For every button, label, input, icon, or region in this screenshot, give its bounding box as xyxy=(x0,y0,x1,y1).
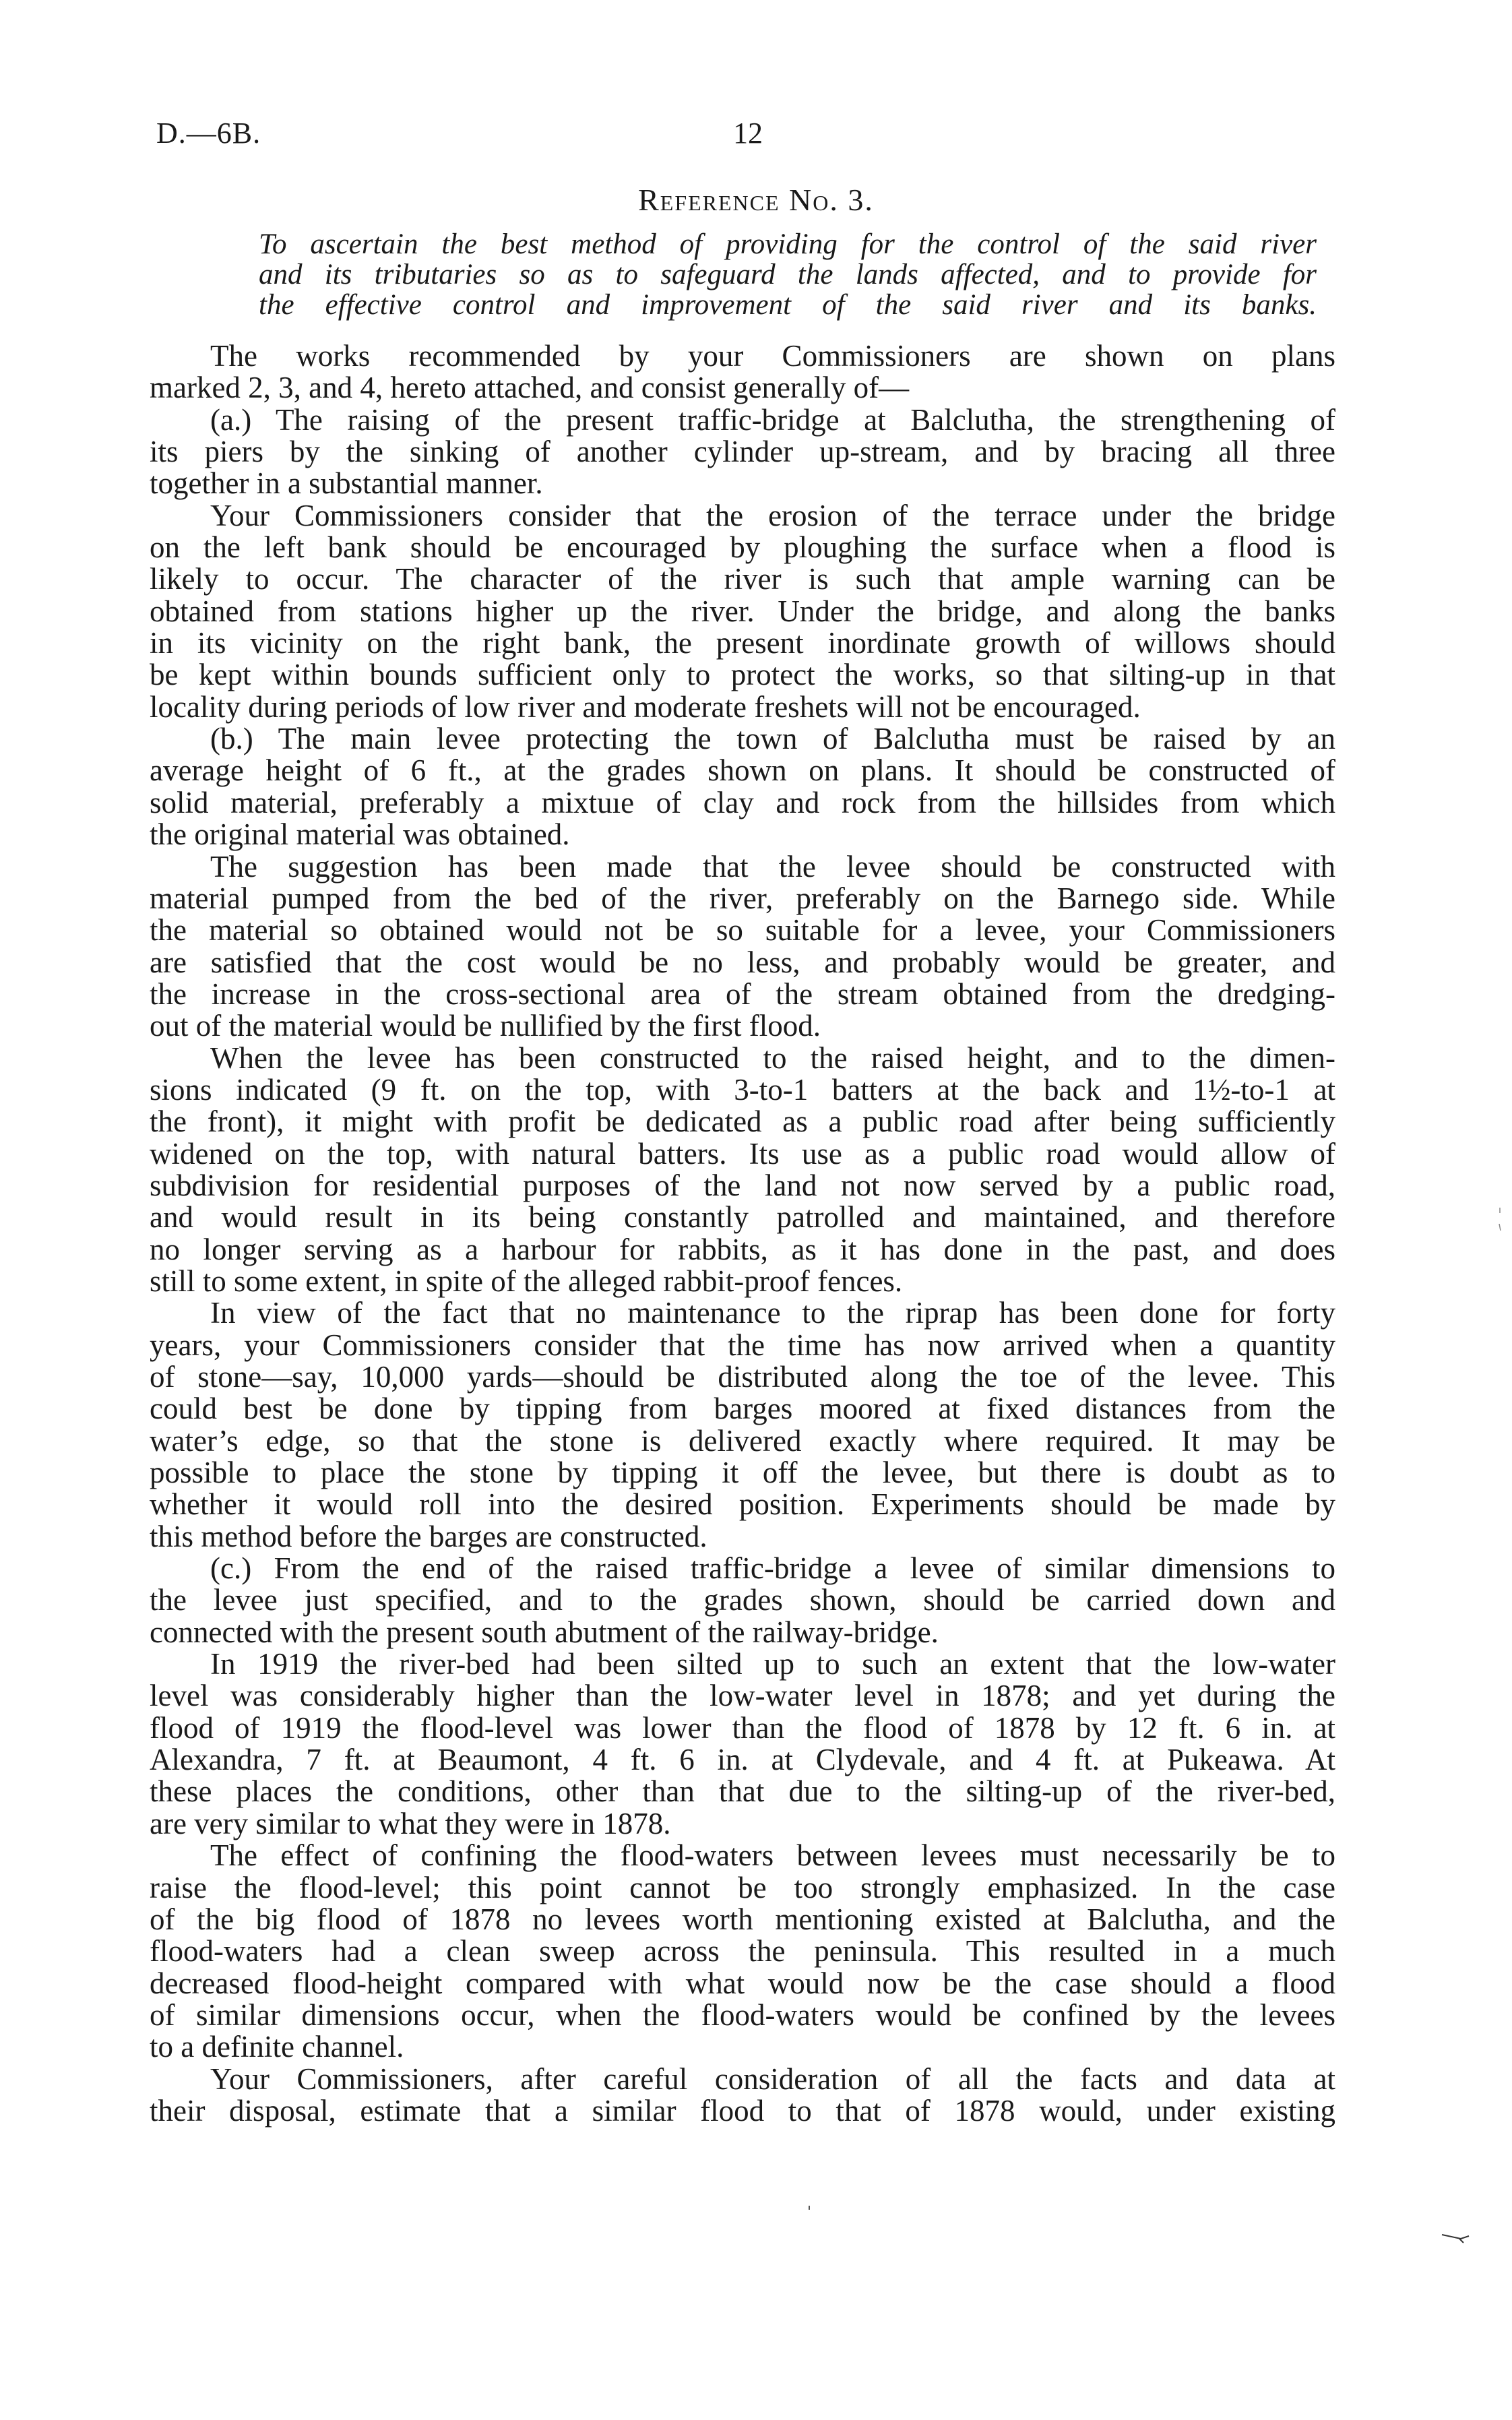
paragraph-line: The effect of confining the flood-waters between levees must necessarily be to xyxy=(210,1838,1335,1873)
page-speck-mark xyxy=(807,2205,811,2210)
paragraph-line: out of the material would be nullified by the first flood. xyxy=(150,1009,821,1043)
body-paragraph xyxy=(150,404,1335,500)
paragraph-line: of stone—say, 10,000 yards—should be distributed along the toe of the levee. This xyxy=(150,1360,1335,1394)
paragraph-line: flood-waters had a clean sweep across the peninsula. This resulted in a much xyxy=(150,1934,1335,1968)
paragraph-line: their disposal, estimate that a similar flood to that of 1878 would, under existing xyxy=(150,2093,1335,2128)
paragraph-line: (a.) The raising of the present traffic-bridge at Balclutha, the strengthening of xyxy=(210,402,1335,437)
body-paragraph xyxy=(150,723,1335,850)
paragraph-line: and would result in its being constantly patrolled and maintained, and therefore xyxy=(150,1200,1335,1235)
terms-line: the effective control and improvement of the said river and its banks. xyxy=(259,289,1317,321)
paragraph-line: The suggestion has been made that the levee should be constructed with xyxy=(210,849,1335,883)
paragraph-line: Your Commissioners, after careful consideration of all the facts and data at xyxy=(210,2061,1335,2096)
section-heading: Reference No. 3. xyxy=(638,183,874,217)
paragraph-line: In view of the fact that no maintenance to the riprap has been done for forty xyxy=(210,1296,1335,1330)
paragraph-line: the original material was obtained. xyxy=(150,817,570,852)
paragraph-line: water’s edge, so that the stone is delivered exactly where required. It may be xyxy=(150,1423,1335,1458)
paragraph-line: The works recommended by your Commissioners are shown on plans xyxy=(210,339,1335,373)
paragraph-line: the front), it might with profit be dedicated as a public road after being sufficiently xyxy=(150,1105,1335,1139)
paragraph-line: locality during periods of low river and moderate freshets will not be encouraged. xyxy=(150,689,1141,724)
terms-line: and its tributaries so as to safeguard the lands affected, and to provide for xyxy=(259,259,1317,290)
body-paragraph xyxy=(150,851,1335,1043)
body-paragraph xyxy=(150,1648,1335,1840)
body-paragraph xyxy=(150,1297,1335,1553)
paragraph-line: Your Commissioners consider that the erosion of the terrace under the bridge xyxy=(210,498,1335,532)
paragraph-line: this method before the barges are constructed. xyxy=(150,1519,707,1553)
paragraph-line: possible to place the stone by tipping it off the levee, but there is doubt as to xyxy=(150,1456,1335,1490)
paragraph-line: the material so obtained would not be so suitable for a levee, your Commissioners xyxy=(150,913,1335,948)
body-paragraph xyxy=(150,2061,1335,2128)
paragraph-line: the increase in the cross-sectional area of the stream obtained from the dredging- xyxy=(150,976,1335,1011)
paragraph-line: material pumped from the bed of the river, preferably on the Barnego side. While xyxy=(150,881,1335,915)
paragraph-line: no longer serving as a harbour for rabbits, as it has done in the past, and does xyxy=(150,1232,1335,1266)
body-paragraph xyxy=(150,1840,1335,2063)
paragraph-line: of similar dimensions occur, when the flood-waters would be confined by the levees xyxy=(150,1997,1335,2032)
paragraph-line: these places the conditions, other than that due to the silting-up of the river-bed, xyxy=(150,1774,1335,1809)
body-paragraph xyxy=(150,340,1335,404)
paragraph-line: are satisfied that the cost would be no less, and probably would be greater, and xyxy=(150,945,1335,979)
page-number: 12 xyxy=(733,117,763,150)
document-reference-code: D.—6B. xyxy=(156,117,261,150)
paragraph-line: sions indicated (9 ft. on the top, with 3-to-1 batters at the back and 1½-to-1 at xyxy=(150,1072,1335,1107)
paragraph-line: are very similar to what they were in 1878. xyxy=(150,1806,671,1840)
paragraph-line: decreased flood-height compared with what would now be the case should a flood xyxy=(150,1966,1335,2000)
paragraph-line: to a definite channel. xyxy=(150,2030,404,2064)
terms-of-reference xyxy=(259,229,1317,320)
paragraph-line: Alexandra, 7 ft. at Beaumont, 4 ft. 6 in. at Clydevale, and 4 ft. at Pukeawa. At xyxy=(150,1743,1335,1777)
margin-scribble-mark xyxy=(1441,2231,1470,2244)
paragraph-line: When the levee has been constructed to the raised height, and to the dimen- xyxy=(210,1041,1335,1075)
paragraph-line: solid material, preferably a mixtuıe of clay and rock from the hillsides from which xyxy=(150,785,1335,819)
margin-speck-mark xyxy=(1497,1206,1503,1233)
paragraph-line: its piers by the sinking of another cylinder up-stream, and by bracing all three xyxy=(150,435,1335,469)
terms-line: To ascertain the best method of providing for the control of the said river xyxy=(259,228,1317,260)
body-paragraph xyxy=(150,1553,1335,1648)
paragraph-line: the levee just specified, and to the grades shown, should be carried down and xyxy=(150,1583,1335,1617)
paragraph-line: In 1919 the river-bed had been silted up to such an extent that the low-water xyxy=(210,1647,1335,1681)
paragraph-line: subdivision for residential purposes of the land not now served by a public road, xyxy=(150,1168,1335,1202)
paragraph-line: whether it would roll into the desired position. Experiments should be made by xyxy=(150,1487,1335,1522)
paragraph-line: of the big flood of 1878 no levees worth mentioning existed at Balclutha, and the xyxy=(150,1902,1335,1936)
body-paragraph xyxy=(150,1043,1335,1298)
paragraph-line: flood of 1919 the flood-level was lower than the flood of 1878 by 12 ft. 6 in. at xyxy=(150,1710,1335,1745)
paragraph-line: on the left bank should be encouraged by ploughing the surface when a flood is xyxy=(150,530,1335,565)
paragraph-line: together in a substantial manner. xyxy=(150,466,543,501)
paragraph-line: obtained from stations higher up the river. Under the bridge, and along the banks xyxy=(150,594,1335,628)
paragraph-line: still to some extent, in spite of the alleged rabbit-proof fences. xyxy=(150,1264,903,1298)
paragraph-line: level was considerably higher than the low-water level in 1878; and yet during the xyxy=(150,1679,1335,1713)
paragraph-line: marked 2, 3, and 4, hereto attached, and consist generally of— xyxy=(150,371,910,405)
paragraph-line: connected with the present south abutment of the railway-bridge. xyxy=(150,1615,939,1649)
paragraph-line: could best be done by tipping from barges moored at fixed distances from the xyxy=(150,1392,1335,1426)
paragraph-line: be kept within bounds sufficient only to protect the works, so that silting-up in that xyxy=(150,658,1335,692)
document-body xyxy=(150,340,1335,2127)
body-paragraph xyxy=(150,500,1335,723)
paragraph-line: raise the flood-level; this point cannot be too strongly emphasized. In the case xyxy=(150,1870,1335,1904)
paragraph-line: (c.) From the end of the raised traffic-bridge a levee of similar dimensions to xyxy=(210,1551,1335,1586)
paragraph-line: years, your Commissioners consider that the time has now arrived when a quantity xyxy=(150,1328,1335,1362)
paragraph-line: (b.) The main levee protecting the town of Balclutha must be raised by an xyxy=(210,722,1335,756)
paragraph-line: average height of 6 ft., at the grades shown on plans. It should be constructed of xyxy=(150,753,1335,788)
paragraph-line: in its vicinity on the right bank, the present inordinate growth of willows should xyxy=(150,626,1335,660)
paragraph-line: widened on the top, with natural batters. Its use as a public road would allow of xyxy=(150,1136,1335,1171)
paragraph-line: likely to occur. The character of the river is such that ample warning can be xyxy=(150,562,1335,596)
